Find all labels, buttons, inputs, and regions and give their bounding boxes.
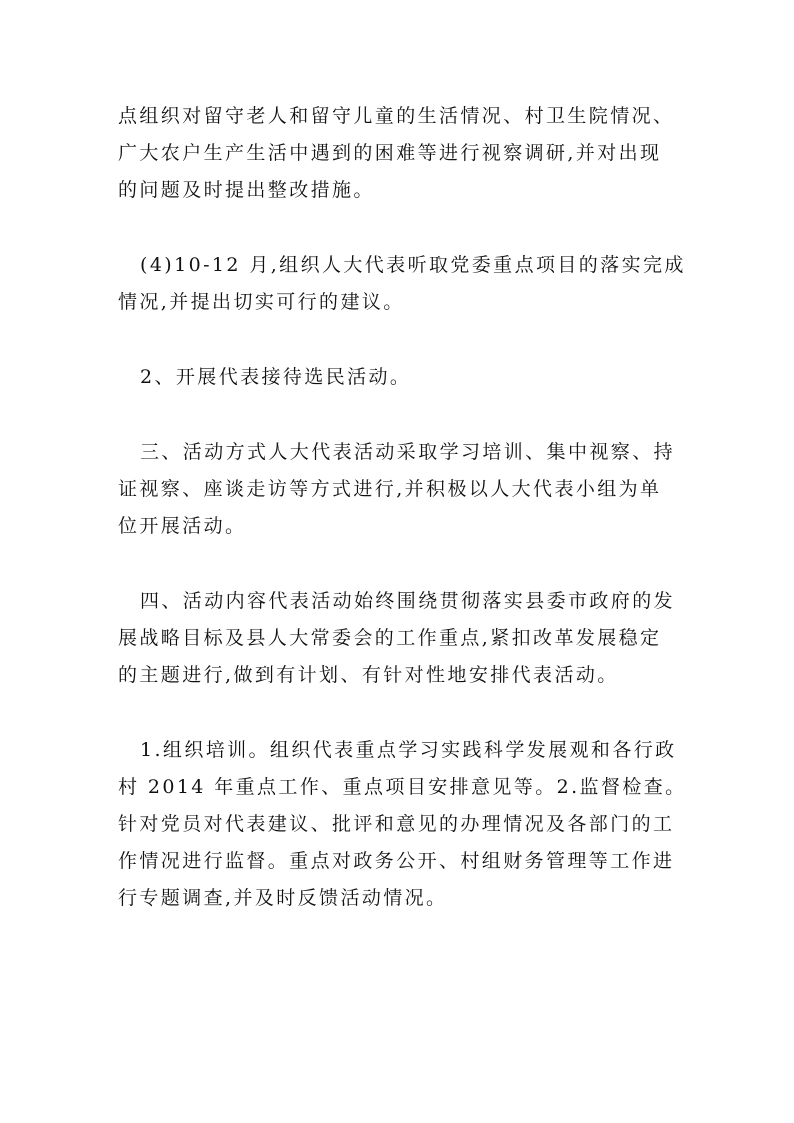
document-body xyxy=(118,98,687,955)
paragraph-4 xyxy=(118,434,678,545)
text-line: 广大农户生产生活中遇到的困难等进行视察调研,并对出现 xyxy=(118,142,662,164)
text-line: 村 2014 年重点工作、重点项目安排意见等。2.监督检查。 xyxy=(118,776,687,798)
text-line: 情况,并提出切实可行的建议。 xyxy=(118,291,405,313)
text-line: 行专题调查,并及时反馈活动情况。 xyxy=(118,887,448,909)
text-line: 四、活动内容代表活动始终围绕贯彻落实县委市政府的发 xyxy=(140,590,676,612)
text-line: 展战略目标及县人大常委会的工作重点,紧扣改革发展稳定 xyxy=(118,627,662,649)
paragraph-1 xyxy=(118,98,678,209)
text-line: 1.组织培训。组织代表重点学习实践科学发展观和各行政 xyxy=(140,739,677,761)
text-line: 证视察、座谈走访等方式进行,并积极以人大代表小组为单 xyxy=(118,478,662,500)
text-line: 的主题进行,做到有计划、有针对性地安排代表活动。 xyxy=(118,664,619,686)
text-line: 位开展活动。 xyxy=(118,515,247,537)
paragraph-6 xyxy=(118,732,687,917)
text-line: (4)10-12 月,组织人大代表听取党委重点项目的落实完成 xyxy=(140,254,686,276)
paragraph-2 xyxy=(118,247,686,321)
paragraph-3 xyxy=(118,359,678,396)
paragraph-5 xyxy=(118,583,678,694)
text-line: 的问题及时提出整改措施。 xyxy=(118,179,375,201)
text-line: 2、开展代表接待选民活动。 xyxy=(140,366,412,388)
text-line: 点组织对留守老人和留守儿童的生活情况、村卫生院情况、 xyxy=(118,105,675,127)
text-line: 三、活动方式人大代表活动采取学习培训、集中视察、持 xyxy=(140,441,676,463)
text-line: 作情况进行监督。重点对政务公开、村组财务管理等工作进 xyxy=(118,850,675,872)
text-line: 针对党员对代表建议、批评和意见的办理情况及各部门的工 xyxy=(118,813,675,835)
